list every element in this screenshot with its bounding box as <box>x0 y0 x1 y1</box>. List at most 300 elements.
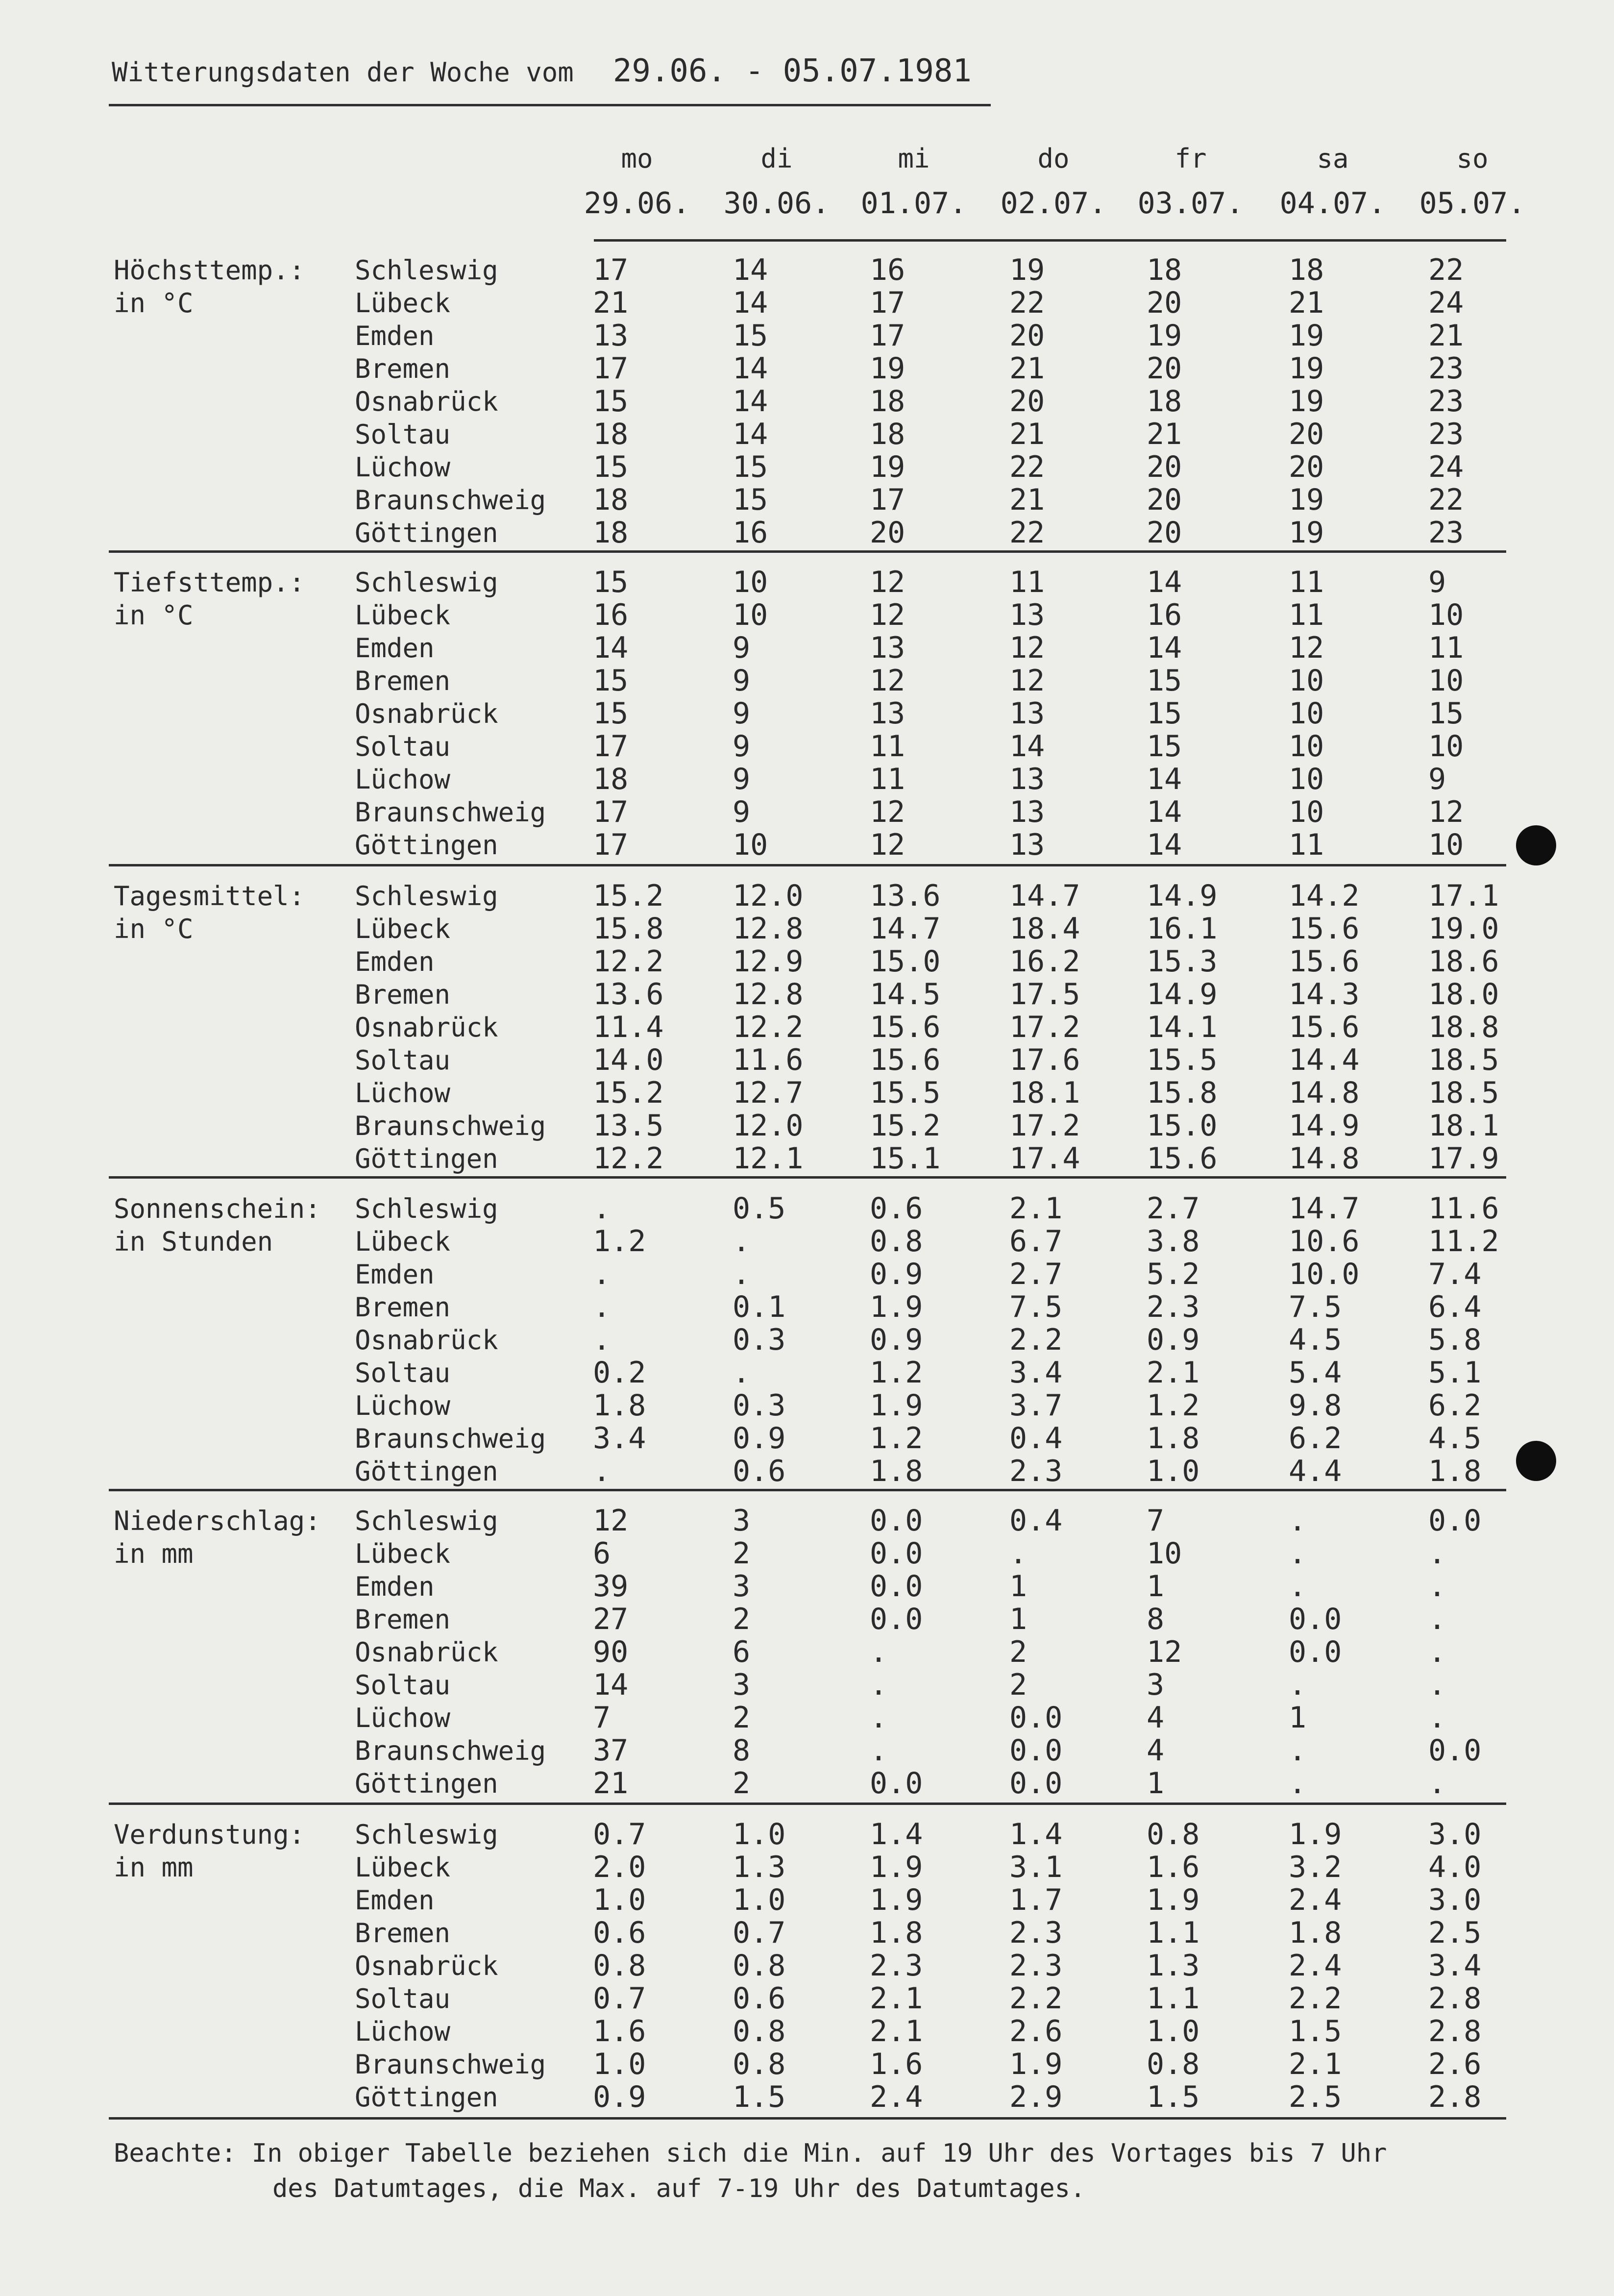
table-cell: 23 <box>1428 417 1464 451</box>
document-title <box>112 53 972 89</box>
table-cell: 12.8 <box>733 977 804 1012</box>
table-cell: 12 <box>1147 1635 1182 1669</box>
table-cell: 0.3 <box>733 1388 786 1423</box>
table-cell: 2.0 <box>593 1850 646 1884</box>
table-cell: 20 <box>1147 286 1182 320</box>
table-cell: 19 <box>870 351 905 386</box>
table-cell: 18.4 <box>1009 912 1080 946</box>
table-cell: 2.2 <box>1009 1323 1063 1357</box>
table-cell: 10 <box>733 828 768 862</box>
station-name: Bremen <box>355 1918 451 1949</box>
station-name: Lüchow <box>355 764 451 795</box>
table-cell: 17 <box>870 319 905 353</box>
station-name: Braunschweig <box>355 797 546 828</box>
table-cell: 27 <box>593 1602 629 1636</box>
section-rule <box>109 1176 1506 1179</box>
table-cell: 19 <box>1147 319 1182 353</box>
table-cell: 14 <box>1147 762 1182 796</box>
station-name: Lüchow <box>355 1078 451 1109</box>
table-cell: 14.0 <box>593 1043 664 1077</box>
note-line-2: des Datumtages, die Max. auf 7-19 Uhr des Datumtages. <box>272 2174 1086 2203</box>
table-cell: 14.1 <box>1147 1010 1218 1044</box>
table-cell: 17 <box>870 286 905 320</box>
table-cell: 1.2 <box>593 1224 646 1259</box>
table-cell: 0.0 <box>870 1504 923 1538</box>
table-cell: 12 <box>870 795 905 829</box>
table-cell: 13 <box>1009 696 1045 731</box>
table-cell: 11.6 <box>733 1043 804 1077</box>
station-name: Lübeck <box>355 1852 451 1883</box>
table-cell: 15 <box>593 565 629 599</box>
table-cell: 12.2 <box>593 1141 664 1176</box>
station-name: Osnabrück <box>355 1012 498 1043</box>
table-cell: 8 <box>1147 1602 1165 1636</box>
table-cell: 18 <box>1289 253 1324 287</box>
station-name: Soltau <box>355 1358 451 1388</box>
table-cell: 1.2 <box>870 1421 923 1456</box>
table-cell: 16 <box>1147 598 1182 632</box>
table-cell: 0.2 <box>593 1356 646 1390</box>
table-cell: 1.8 <box>1289 1916 1342 1950</box>
table-cell: 3.4 <box>1428 1949 1482 1983</box>
table-cell: 14 <box>1147 828 1182 862</box>
station-name: Bremen <box>355 666 451 696</box>
day-abbr-so: so <box>1456 143 1489 174</box>
table-cell: 12 <box>870 565 905 599</box>
table-cell: 14 <box>1147 565 1182 599</box>
table-cell: 0.8 <box>733 1949 786 1983</box>
section-label: Verdunstung: <box>114 1819 305 1850</box>
section-unit: in Stunden <box>114 1226 273 1257</box>
punch-hole-top <box>1516 825 1556 865</box>
station-name: Lübeck <box>355 288 451 319</box>
table-cell: 0.9 <box>593 2080 646 2114</box>
table-cell: 10 <box>1428 598 1464 632</box>
table-cell: 15 <box>593 450 629 484</box>
table-cell: . <box>1289 1504 1307 1538</box>
table-cell: 14.7 <box>1009 879 1080 913</box>
table-cell: 5.8 <box>1428 1323 1482 1357</box>
table-cell: 14 <box>733 351 768 386</box>
table-cell: . <box>1428 1668 1446 1702</box>
day-abbr-fr: fr <box>1174 143 1207 174</box>
table-cell: 0.4 <box>1009 1421 1063 1456</box>
station-name: Emden <box>355 1885 435 1916</box>
table-cell: 6 <box>733 1635 751 1669</box>
table-cell: 16 <box>870 253 905 287</box>
table-cell: 9 <box>733 631 751 665</box>
table-cell: 11.6 <box>1428 1191 1499 1226</box>
table-cell: 9.8 <box>1289 1388 1342 1423</box>
table-cell: 11 <box>1289 565 1324 599</box>
table-cell: 1 <box>1147 1766 1165 1801</box>
day-abbr-sa: sa <box>1317 143 1349 174</box>
table-cell: 1.8 <box>1428 1454 1482 1488</box>
table-cell: 6.2 <box>1428 1388 1482 1423</box>
table-cell: 1.9 <box>1289 1817 1342 1852</box>
table-cell: 1.8 <box>870 1454 923 1488</box>
table-cell: 15.1 <box>870 1141 941 1176</box>
section-rule <box>109 864 1506 866</box>
table-cell: 10 <box>1289 762 1324 796</box>
table-cell: 39 <box>593 1569 629 1604</box>
table-cell: 9 <box>733 696 751 731</box>
table-cell: 19 <box>1289 384 1324 419</box>
table-cell: 4.0 <box>1428 1850 1482 1884</box>
table-cell: 7.5 <box>1009 1290 1063 1324</box>
table-cell: 10 <box>1147 1536 1182 1571</box>
station-name: Göttingen <box>355 1143 498 1174</box>
table-cell: 12 <box>593 1504 629 1538</box>
table-cell: 14.7 <box>1289 1191 1360 1226</box>
table-cell: 15.6 <box>1147 1141 1218 1176</box>
table-cell: . <box>1009 1536 1027 1571</box>
table-cell: 17 <box>593 729 629 764</box>
table-cell: 17.5 <box>1009 977 1080 1012</box>
table-cell: 1.8 <box>593 1388 646 1423</box>
table-cell: 12.9 <box>733 944 804 979</box>
table-cell: 16 <box>593 598 629 632</box>
table-cell: . <box>1289 1668 1307 1702</box>
table-cell: 0.6 <box>870 1191 923 1226</box>
table-cell: 0.9 <box>870 1323 923 1357</box>
table-cell: . <box>870 1635 888 1669</box>
table-cell: 17.4 <box>1009 1141 1080 1176</box>
section-label: Tiefsttemp.: <box>114 567 305 598</box>
table-cell: . <box>593 1454 611 1488</box>
table-cell: 10.0 <box>1289 1257 1360 1291</box>
table-cell: 15 <box>1147 664 1182 698</box>
table-cell: 0.6 <box>593 1916 646 1950</box>
table-cell: 17 <box>593 253 629 287</box>
table-cell: 2.1 <box>1009 1191 1063 1226</box>
table-cell: 11.4 <box>593 1010 664 1044</box>
table-cell: 10 <box>1428 828 1464 862</box>
table-cell: 3 <box>733 1504 751 1538</box>
table-cell: 1.5 <box>1147 2080 1200 2114</box>
station-name: Göttingen <box>355 518 498 548</box>
table-cell: 1 <box>1147 1569 1165 1604</box>
table-cell: 12 <box>1009 631 1045 665</box>
day-abbr-di: di <box>760 143 793 174</box>
section-unit: in mm <box>114 1538 194 1569</box>
day-date-di: 30.06. <box>723 186 830 221</box>
table-cell: 1.4 <box>1009 1817 1063 1852</box>
table-cell: 5.1 <box>1428 1356 1482 1390</box>
station-name: Emden <box>355 633 435 664</box>
table-cell: 2.3 <box>1009 1454 1063 1488</box>
table-cell: 2.3 <box>1009 1949 1063 1983</box>
table-cell: 2.2 <box>1009 1981 1063 2016</box>
station-name: Lüchow <box>355 2016 451 2047</box>
table-cell: 6.2 <box>1289 1421 1342 1456</box>
table-cell: 2.1 <box>870 2014 923 2049</box>
table-cell: 5.4 <box>1289 1356 1342 1390</box>
table-cell: 1.6 <box>1147 1850 1200 1884</box>
table-cell: 18.5 <box>1428 1076 1499 1110</box>
table-cell: 16.2 <box>1009 944 1080 979</box>
table-cell: 21 <box>1009 483 1045 517</box>
table-cell: 1.6 <box>593 2014 646 2049</box>
table-cell: 0.0 <box>1289 1602 1342 1636</box>
table-cell: 1.9 <box>870 1883 923 1917</box>
table-cell: 13 <box>1009 795 1045 829</box>
table-cell: 15.0 <box>870 944 941 979</box>
table-cell: 2.8 <box>1428 2080 1482 2114</box>
table-cell: 10 <box>1428 664 1464 698</box>
station-name: Soltau <box>355 419 451 450</box>
table-cell: 7 <box>593 1701 611 1735</box>
table-cell: 4 <box>1147 1733 1165 1768</box>
table-cell: 5.2 <box>1147 1257 1200 1291</box>
table-cell: 1.9 <box>1147 1883 1200 1917</box>
table-cell: 1.8 <box>1147 1421 1200 1456</box>
station-name: Braunschweig <box>355 1735 546 1766</box>
table-cell: 1.9 <box>1009 2047 1063 2081</box>
table-cell: 3 <box>733 1569 751 1604</box>
table-cell: 15.8 <box>1147 1076 1218 1110</box>
table-cell: 2.8 <box>1428 1981 1482 2016</box>
table-cell: 20 <box>1147 351 1182 386</box>
table-cell: 2.6 <box>1428 2047 1482 2081</box>
table-cell: 17.6 <box>1009 1043 1080 1077</box>
table-cell: 15.2 <box>870 1109 941 1143</box>
table-cell: 18.6 <box>1428 944 1499 979</box>
table-cell: . <box>870 1701 888 1735</box>
station-name: Braunschweig <box>355 1423 546 1454</box>
station-name: Lübeck <box>355 913 451 944</box>
table-cell: 9 <box>1428 762 1446 796</box>
table-cell: 13.5 <box>593 1109 664 1143</box>
note-line-1: Beachte: In obiger Tabelle beziehen sich die Min. auf 19 Uhr des Vortages bis 7 Uhr <box>114 2139 1387 2168</box>
table-cell: 14 <box>733 253 768 287</box>
table-cell: 2 <box>733 1766 751 1801</box>
station-name: Schleswig <box>355 1506 498 1536</box>
section-rule <box>109 550 1506 553</box>
table-cell: . <box>593 1323 611 1357</box>
table-cell: 20 <box>1289 450 1324 484</box>
table-cell: 2.8 <box>1428 2014 1482 2049</box>
table-cell: 14.8 <box>1289 1141 1360 1176</box>
table-cell: 14.9 <box>1289 1109 1360 1143</box>
table-cell: 2.5 <box>1428 1916 1482 1950</box>
table-cell: 2.3 <box>1009 1916 1063 1950</box>
table-cell: 1.0 <box>733 1817 786 1852</box>
table-cell: 18.1 <box>1428 1109 1499 1143</box>
table-cell: 14.3 <box>1289 977 1360 1012</box>
table-cell: 0.0 <box>1009 1733 1063 1768</box>
table-cell: 17 <box>593 795 629 829</box>
table-cell: 2.9 <box>1009 2080 1063 2114</box>
table-cell: 3.7 <box>1009 1388 1063 1423</box>
table-cell: 10 <box>733 598 768 632</box>
table-cell: 12 <box>870 664 905 698</box>
table-cell: 15 <box>593 384 629 419</box>
table-cell: 10 <box>733 565 768 599</box>
table-cell: 11 <box>1428 631 1464 665</box>
table-cell: 0.0 <box>870 1536 923 1571</box>
table-cell: 10 <box>1289 795 1324 829</box>
table-cell: 15.3 <box>1147 944 1218 979</box>
station-name: Bremen <box>355 1604 451 1635</box>
table-cell: 17 <box>593 351 629 386</box>
table-cell: 1.0 <box>1147 1454 1200 1488</box>
table-cell: 13 <box>1009 762 1045 796</box>
table-cell: 21 <box>593 1766 629 1801</box>
table-cell: 12.0 <box>733 879 804 913</box>
day-abbr-mo: mo <box>621 143 653 174</box>
day-abbr-mi: mi <box>898 143 930 174</box>
table-cell: 10 <box>1289 664 1324 698</box>
table-cell: 20 <box>1147 450 1182 484</box>
table-cell: 0.9 <box>733 1421 786 1456</box>
table-cell: 12.2 <box>733 1010 804 1044</box>
section-label: Niederschlag: <box>114 1506 321 1536</box>
table-cell: 20 <box>1009 384 1045 419</box>
table-cell: . <box>870 1733 888 1768</box>
table-cell: 14.5 <box>870 977 941 1012</box>
station-name: Lüchow <box>355 1390 451 1421</box>
table-cell: 22 <box>1428 483 1464 517</box>
table-cell: 0.0 <box>1289 1635 1342 1669</box>
table-cell: 1.1 <box>1147 1916 1200 1950</box>
punch-hole-bottom <box>1516 1441 1556 1481</box>
table-cell: 1.6 <box>870 2047 923 2081</box>
table-cell: . <box>1289 1536 1307 1571</box>
table-cell: 12 <box>1009 664 1045 698</box>
table-cell: 3.8 <box>1147 1224 1200 1259</box>
table-cell: 1.0 <box>733 1883 786 1917</box>
header-rule <box>594 239 1506 242</box>
table-cell: 13 <box>593 319 629 353</box>
table-cell: 1.1 <box>1147 1981 1200 2016</box>
day-abbr-do: do <box>1037 143 1070 174</box>
section-rule <box>109 2117 1506 2120</box>
table-cell: 10.6 <box>1289 1224 1360 1259</box>
table-cell: 18 <box>1147 384 1182 419</box>
table-cell: 13 <box>1009 598 1045 632</box>
table-cell: 2 <box>733 1602 751 1636</box>
table-cell: 20 <box>1289 417 1324 451</box>
station-name: Schleswig <box>355 1193 498 1224</box>
table-cell: 1.5 <box>1289 2014 1342 2049</box>
table-cell: 90 <box>593 1635 629 1669</box>
table-cell: 1.4 <box>870 1817 923 1852</box>
table-cell: 0.8 <box>1147 2047 1200 2081</box>
table-cell: 4.4 <box>1289 1454 1342 1488</box>
table-cell: 9 <box>733 664 751 698</box>
table-cell: 14 <box>1147 795 1182 829</box>
table-cell: 16 <box>733 516 768 550</box>
table-cell: 6.7 <box>1009 1224 1063 1259</box>
table-cell: . <box>1428 1536 1446 1571</box>
station-name: Schleswig <box>355 1819 498 1850</box>
table-cell: 22 <box>1009 286 1045 320</box>
table-cell: 19 <box>1289 516 1324 550</box>
table-cell: 19 <box>1289 483 1324 517</box>
table-cell: 6 <box>593 1536 611 1571</box>
table-cell: 0.5 <box>733 1191 786 1226</box>
table-cell: 7.4 <box>1428 1257 1482 1291</box>
station-name: Lüchow <box>355 1703 451 1733</box>
table-cell: 2.7 <box>1147 1191 1200 1226</box>
table-cell: 20 <box>1009 319 1045 353</box>
table-cell: 9 <box>733 762 751 796</box>
table-cell: 0.0 <box>1428 1504 1482 1538</box>
table-cell: 7.5 <box>1289 1290 1342 1324</box>
table-cell: 15.2 <box>593 879 664 913</box>
table-cell: . <box>870 1668 888 1702</box>
table-cell: 2.7 <box>1009 1257 1063 1291</box>
table-cell: 12 <box>1289 631 1324 665</box>
table-cell: 23 <box>1428 351 1464 386</box>
table-cell: 15 <box>1147 729 1182 764</box>
table-cell: 17.1 <box>1428 879 1499 913</box>
table-cell: 21 <box>1289 286 1324 320</box>
table-cell: 0.8 <box>733 2014 786 2049</box>
table-cell: 18 <box>593 483 629 517</box>
table-cell: 15.2 <box>593 1076 664 1110</box>
station-name: Göttingen <box>355 830 498 861</box>
table-cell: 12.7 <box>733 1076 804 1110</box>
table-cell: 3.4 <box>1009 1356 1063 1390</box>
station-name: Osnabrück <box>355 1950 498 1981</box>
table-cell: 1 <box>1009 1602 1027 1636</box>
table-cell: 2.1 <box>870 1981 923 2016</box>
table-cell: . <box>733 1224 751 1259</box>
section-label: Sonnenschein: <box>114 1193 321 1224</box>
table-cell: 15.6 <box>1289 944 1360 979</box>
table-cell: 24 <box>1428 286 1464 320</box>
table-cell: . <box>593 1290 611 1324</box>
table-cell: 14 <box>593 631 629 665</box>
table-cell: . <box>1289 1733 1307 1768</box>
table-cell: 3.4 <box>593 1421 646 1456</box>
station-name: Soltau <box>355 1045 451 1076</box>
table-cell: 1.0 <box>593 2047 646 2081</box>
station-name: Osnabrück <box>355 1325 498 1356</box>
table-cell: 10 <box>1289 729 1324 764</box>
station-name: Emden <box>355 321 435 351</box>
table-cell: . <box>593 1257 611 1291</box>
table-cell: 2 <box>733 1536 751 1571</box>
table-cell: 17 <box>593 828 629 862</box>
table-cell: 13 <box>870 631 905 665</box>
table-cell: . <box>1289 1569 1307 1604</box>
table-cell: 18 <box>593 516 629 550</box>
station-name: Göttingen <box>355 2082 498 2113</box>
table-cell: 21 <box>1009 417 1045 451</box>
table-cell: 2.4 <box>870 2080 923 2114</box>
station-name: Bremen <box>355 979 451 1010</box>
table-cell: 14 <box>733 417 768 451</box>
table-cell: 18.1 <box>1009 1076 1080 1110</box>
table-cell: 15 <box>593 664 629 698</box>
station-name: Braunschweig <box>355 2049 546 2080</box>
table-cell: 1.0 <box>593 1883 646 1917</box>
table-cell: 14 <box>1147 631 1182 665</box>
table-cell: 21 <box>1428 319 1464 353</box>
table-cell: 17.9 <box>1428 1141 1499 1176</box>
table-cell: 19 <box>1289 351 1324 386</box>
table-cell: 15 <box>1428 696 1464 731</box>
table-cell: 14.4 <box>1289 1043 1360 1077</box>
table-cell: 2.1 <box>1289 2047 1342 2081</box>
station-name: Lübeck <box>355 600 451 631</box>
table-cell: 12.0 <box>733 1109 804 1143</box>
table-cell: 0.3 <box>733 1323 786 1357</box>
table-cell: 0.8 <box>733 2047 786 2081</box>
